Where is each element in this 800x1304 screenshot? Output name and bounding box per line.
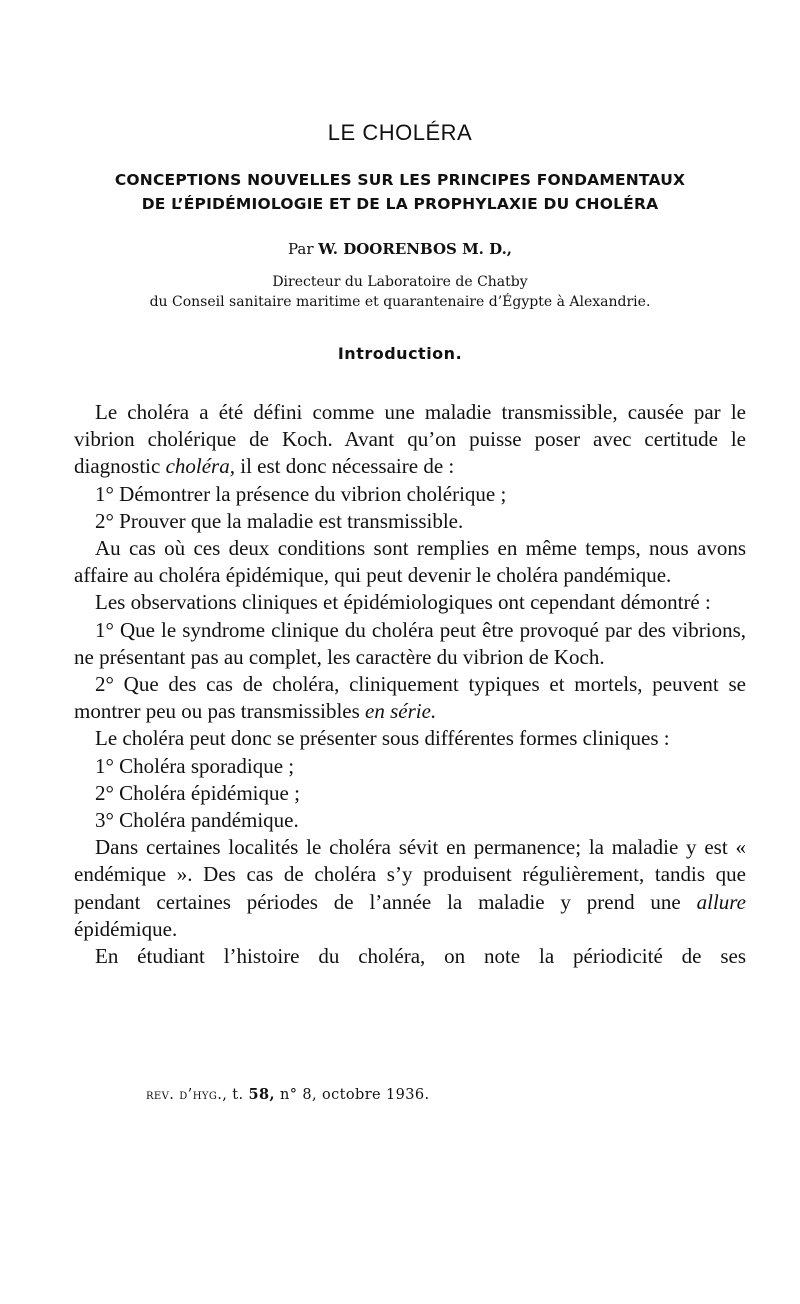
issue-info: n° 8, octobre 1936. <box>279 1087 430 1103</box>
journal-name: rev. d’hyg., <box>146 1087 228 1103</box>
italic-term: choléra, <box>165 454 235 479</box>
author-prefix: Par <box>287 240 314 258</box>
paragraph: Les observations cliniques et épidémiologiques ont cependant démontré : <box>95 590 711 615</box>
list-item: 3° Choléra pandémique. <box>95 808 299 833</box>
tome-label: t. <box>232 1087 244 1103</box>
paragraph <box>74 834 746 943</box>
list-item <box>74 671 746 725</box>
list-item: 1° Démontrer la présence du vibrion cholérique ; <box>95 481 507 506</box>
list-item: 2° Choléra épidémique ; <box>95 780 300 805</box>
paragraph-text: Dans certaines localités le choléra sévit en permanence; la maladie y est « endémique ». Des cas de choléra s’y produisent régulièrement, tandis que pendant certaines périodes de l’année la maladie y prend une <box>74 835 746 914</box>
body-text <box>74 399 746 970</box>
article-title: LE CHOLÉRA <box>327 120 473 145</box>
article-subtitle <box>0 168 800 216</box>
affiliation-line-1: Directeur du Laboratoire de Chatby <box>272 274 528 290</box>
paragraph-text: épidémique. <box>74 916 178 941</box>
subtitle-line-1: CONCEPTIONS NOUVELLES SUR LES PRINCIPES FONDAMENTAUX <box>114 171 686 189</box>
italic-term: en série. <box>365 699 437 724</box>
tome-number: 58, <box>248 1086 275 1103</box>
paragraph-text: Le choléra a été défini comme une maladie transmissible, causée par le vibrion cholérique de Koch. Avant qu’on puisse poser avec certitude le diagnostic <box>74 400 746 479</box>
paragraph: Le choléra peut donc se présenter sous différentes formes cliniques : <box>95 726 670 751</box>
paragraph: Au cas où ces deux conditions sont remplies en même temps, nous avons affaire au choléra épidémique, qui peut devenir le choléra pandémique. <box>74 536 746 588</box>
list-item: 2° Prouver que la maladie est transmissible. <box>95 508 464 533</box>
author-affiliation <box>0 272 800 312</box>
subtitle-line-2: DE L’ÉPIDÉMIOLOGIE ET DE LA PROPHYLAXIE DU CHOLÉRA <box>141 195 659 213</box>
author-line <box>0 240 800 258</box>
paragraph <box>74 399 746 481</box>
paragraph-text: 2° Que des cas de choléra, cliniquement typiques et mortels, peuvent se montrer peu ou pas transmissibles <box>74 672 746 724</box>
italic-term: allure <box>696 889 747 914</box>
section-heading: Introduction. <box>337 344 463 363</box>
author-name: W. DOORENBOS M. D., <box>318 240 513 258</box>
list-item: 1° Choléra sporadique ; <box>95 753 295 778</box>
paragraph-text: il est donc nécessaire de : <box>240 454 455 479</box>
paragraph: En étudiant l’histoire du choléra, on note la périodicité de ses <box>95 944 746 969</box>
list-item: 1° Que le syndrome clinique du choléra peut être provoqué par des vibrions, ne présentant pas au complet, les caractère du vibrion de Koch. <box>74 617 746 669</box>
affiliation-line-2: du Conseil sanitaire maritime et quarantenaire d’Égypte à Alexandrie. <box>149 294 651 310</box>
page-footer-citation <box>146 1086 430 1103</box>
